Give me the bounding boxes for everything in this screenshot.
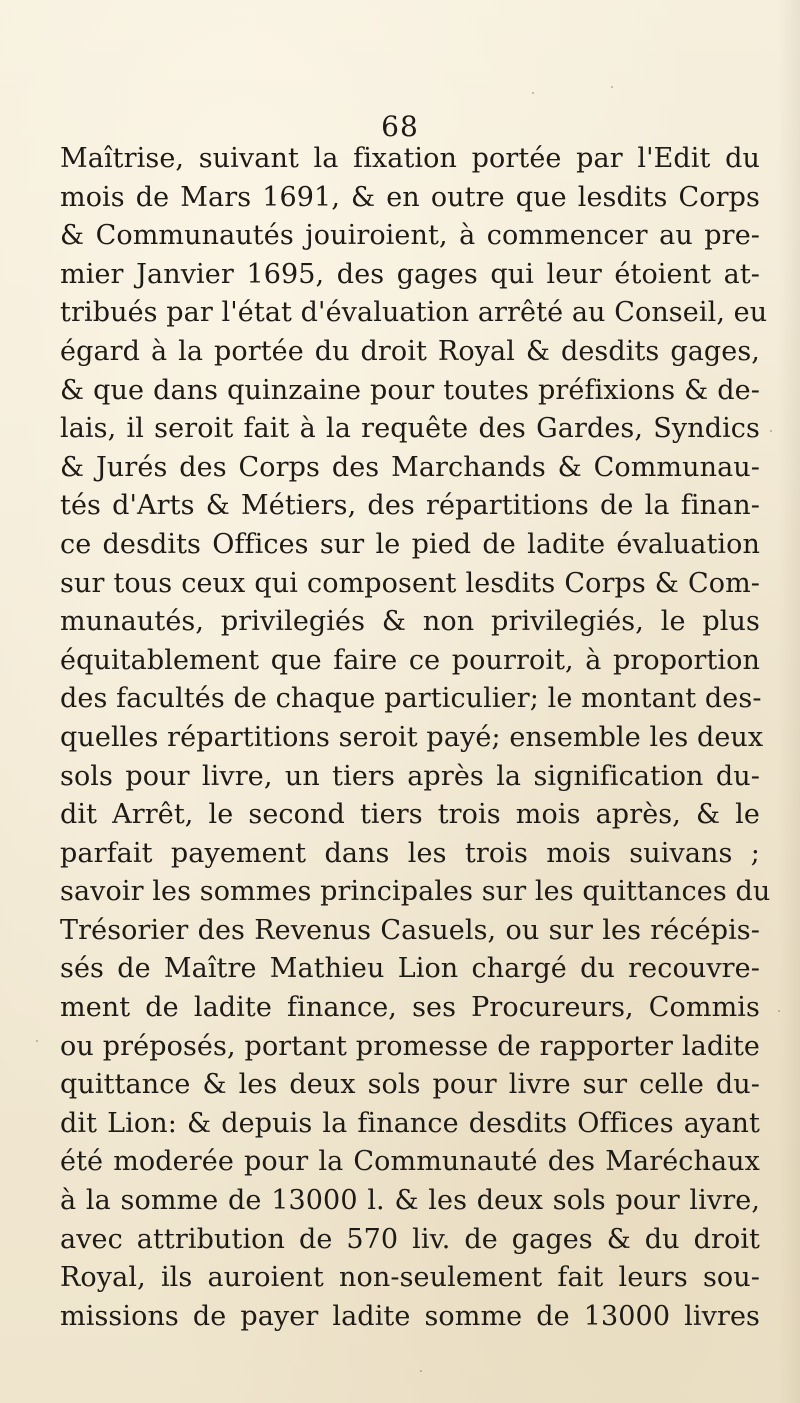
text-line: Royal, ils auroient non-seulement fait leurs sou- bbox=[60, 1262, 760, 1294]
text-line: ou préposés, portant promesse de rapporter ladite bbox=[60, 1030, 760, 1062]
text-line: dit Lion: & depuis la finance desdits Offices ayant bbox=[60, 1107, 760, 1139]
body-text bbox=[60, 140, 771, 1336]
text-line: tés d'Arts & Métiers, des répartitions de la finan- bbox=[60, 490, 760, 522]
paper-speck bbox=[778, 1010, 780, 1012]
page-edge-shadow bbox=[778, 0, 800, 1403]
text-line: tribués par l'état d'évaluation arrêté au Conseil, eu bbox=[60, 297, 768, 329]
text-line: parfait payement dans les trois mois suivans ; bbox=[60, 837, 760, 869]
paper-speck bbox=[770, 430, 772, 432]
text-line: & Jurés des Corps des Marchands & Communau- bbox=[60, 451, 760, 483]
paper-speck bbox=[420, 1370, 422, 1372]
paper-speck bbox=[36, 1040, 38, 1042]
text-line: équitablement que faire ce pourroit, à proportion bbox=[60, 644, 760, 676]
text-line: avec attribution de 570 liv. de gages & du droit bbox=[60, 1223, 760, 1255]
text-line: Trésorier des Revenus Casuels, ou sur les récépis- bbox=[60, 914, 760, 946]
text-line: & Communautés jouiroient, à commencer au pre- bbox=[60, 220, 760, 252]
text-line: lais, il seroit fait à la requête des Gardes, Syndics bbox=[60, 413, 760, 445]
text-line: égard à la portée du droit Royal & desdits gages, bbox=[60, 335, 760, 367]
text-line: des facultés de chaque particulier; le montant des- bbox=[60, 683, 762, 715]
text-line: missions de payer ladite somme de 13000 livres bbox=[60, 1300, 760, 1332]
text-line: mois de Mars 1691, & en outre que lesdits Corps bbox=[60, 181, 760, 213]
text-line: ce desdits Offices sur le pied de ladite évaluation bbox=[60, 528, 760, 560]
text-line: ment de ladite finance, ses Procureurs, Commis bbox=[60, 992, 760, 1024]
text-line: à la somme de 13000 l. & les deux sols pour livre, bbox=[60, 1185, 760, 1217]
page-number: 68 bbox=[381, 110, 419, 143]
paper-speck bbox=[532, 92, 534, 94]
text-line: mier Janvier 1695, des gages qui leur étoient at- bbox=[60, 258, 760, 290]
text-line: sés de Maître Mathieu Lion chargé du recouvre- bbox=[60, 953, 760, 985]
text-line: & que dans quinzaine pour toutes préfixions & de- bbox=[60, 374, 760, 406]
text-line: savoir les sommes principales sur les quittances du bbox=[60, 876, 771, 908]
text-line: quelles répartitions seroit payé; ensemble les deux bbox=[60, 721, 764, 753]
text-line: quittance & les deux sols pour livre sur celle du- bbox=[60, 1069, 760, 1101]
text-line: sur tous ceux qui composent lesdits Corps & Com- bbox=[60, 567, 760, 599]
paper-speck bbox=[611, 86, 613, 88]
text-line: munautés, privilegiés & non privilegiés, le plus bbox=[60, 606, 760, 638]
text-line: été moderée pour la Communauté des Maréchaux bbox=[60, 1146, 760, 1178]
text-line: dit Arrêt, le second tiers trois mois après, & le bbox=[60, 799, 760, 831]
text-line: sols pour livre, un tiers après la signification du- bbox=[60, 760, 760, 792]
text-line: Maîtrise, suivant la fixation portée par l'Edit du bbox=[60, 143, 760, 174]
